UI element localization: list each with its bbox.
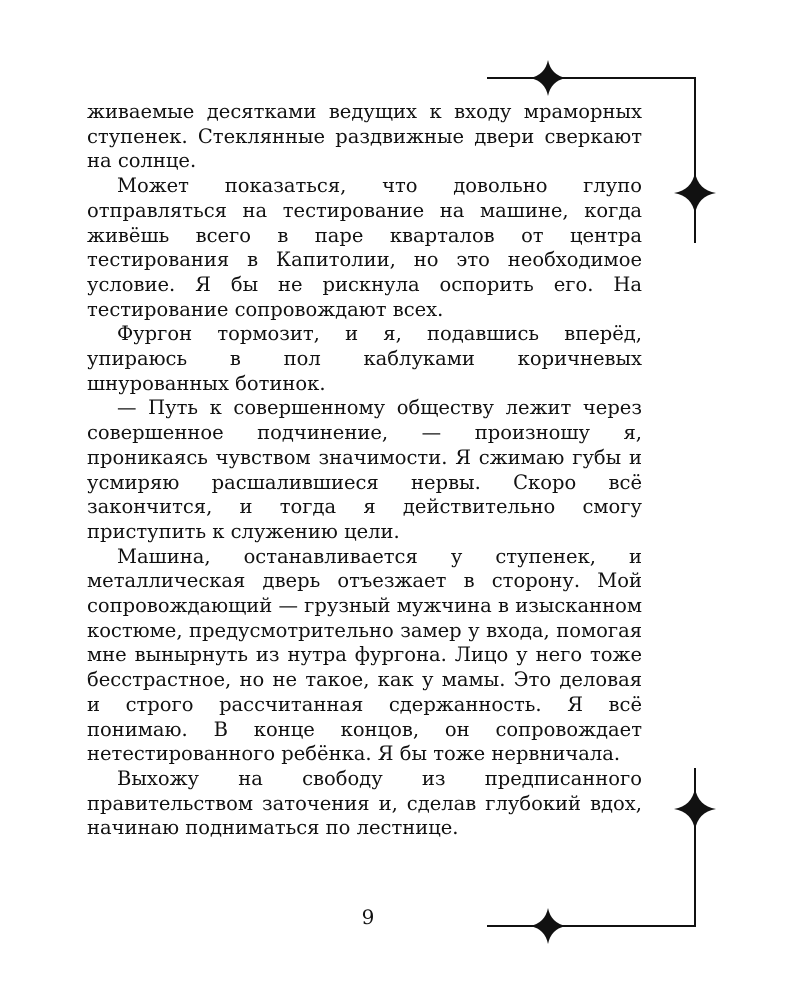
paragraph: Выхожу на свободу из предписанного правительством заточения и, сделав глубокий вдох, начинаю подниматься по лестнице. [87, 766, 642, 840]
four-point-star-icon [674, 172, 716, 214]
paragraph: живаемые десятками ведущих к входу мраморных ступенек. Стеклянные раздвижные двери сверкают на солнце. [87, 100, 642, 173]
paragraph: — Путь к совершенному обществу лежит через совершенное подчинение, — произношу я, проникаясь чувством значимости. Я сжимаю губы и усмиряю расшалившиеся нервы. Скоро всё закончится, и тогда я действительно смогу приступить к служению цели. [87, 396, 642, 543]
paragraph: Фургон тормозит, и я, подавшись вперёд, упираюсь в пол каблуками коричневых шнурованных ботинок. [87, 322, 642, 395]
body-text [87, 100, 642, 841]
four-point-star-icon [530, 60, 566, 96]
four-point-star-icon [674, 788, 716, 830]
paragraph: Может показаться, что довольно глупо отправляться на тестирование на машине, когда живёшь всего в паре кварталов от центра тестирования в Капитолии, но это необходимое условие. Я бы не рискнула оспорить его. На тестирование сопровождают всех. [87, 174, 642, 321]
page-number: 9 [361, 905, 375, 929]
four-point-star-icon [530, 908, 566, 944]
paragraph: Машина, останавливается у ступенек, и металлическая дверь отъезжает в сторону. Мой сопровождающий — грузный мужчина в изысканном костюме, предусмотрительно замер у входа, помогая мне вынырнуть из нутра фургона. Лицо у него тоже бесстрастное, но не такое, как у мамы. Это деловая и строго рассчитанная сдержанность. Я всё понимаю. В конце концов, он сопровождает нетестированного ребёнка. Я бы тоже нервничала. [87, 544, 642, 766]
